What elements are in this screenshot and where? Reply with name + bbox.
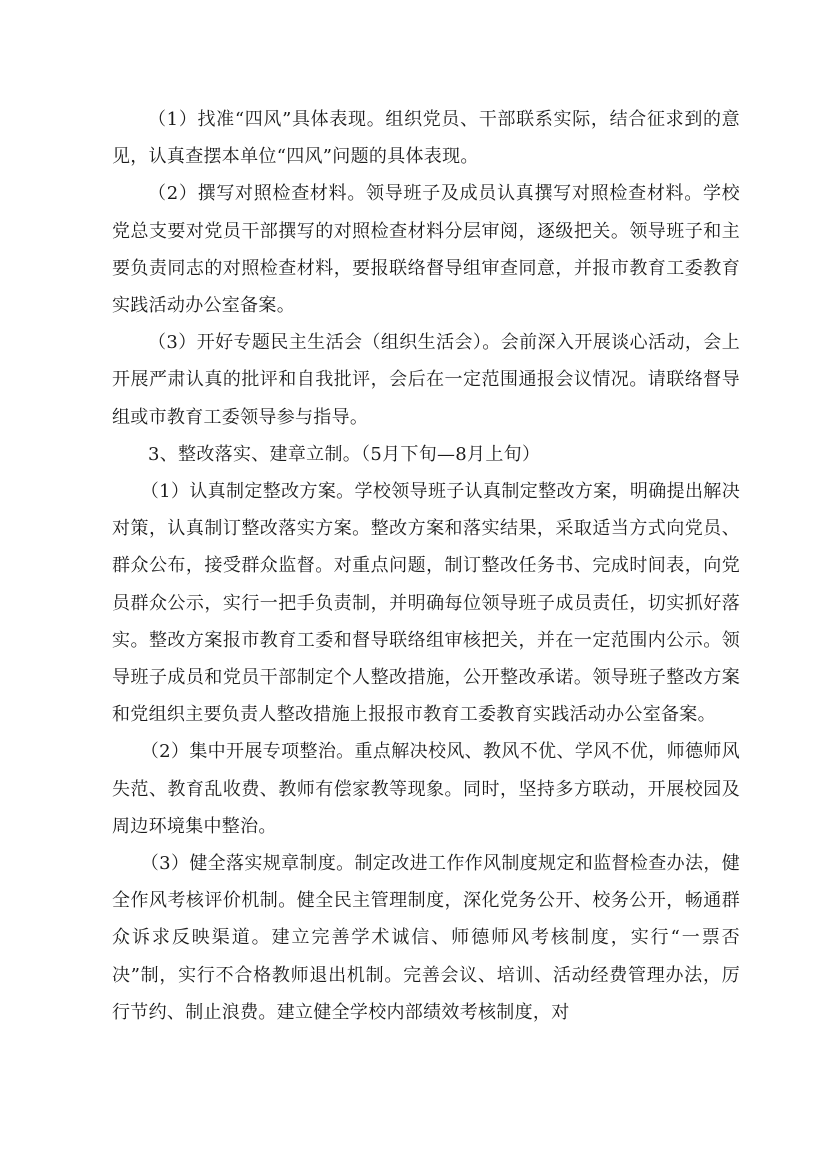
paragraph-democratic-life-meeting: （3）开好专题民主生活会（组织生活会）。会前深入开展谈心活动，会上开展严肃认真的批评和自我批评，会后在一定范围通报会议情况。请联络督导组或市教育工委领导参与指导。 — [112, 332, 740, 428]
paragraph-find-four-winds: （1）找准“四风”具体表现。组织党员、干部联系实际，结合征求到的意见，认真查摆本单位“四风”问题的具体表现。 — [112, 109, 740, 168]
paragraph-rectification-plan: （1）认真制定整改方案。学校领导班子认真制定整改方案，明确提出解决对策，认真制订整改落实方案。整改方案和落实结果，采取适当方式向党员、群众公布，接受群众监督。对重点问题，制订整改任务书、完成时间表，向党员群众公示，实行一把手负责制，并明确每位领导班子成员责任，切实抓好落实。整改方案报市教育工委和督导联络组审核把关，并在一定范围内公示。领导班子成员和党员干部制定个人整改措施，公开整改承诺。领导班子整改方案和党组织主要负责人整改措施上报报市教育工委教育实践活动办公室备案。 — [112, 481, 740, 726]
body-text — [112, 101, 740, 1031]
paragraph-special-rectification: （2）集中开展专项整治。重点解决校风、教风不优、学风不优，师德师风失范、教育乱收费、教师有偿家教等现象。同时，坚持多方联动，开展校园及周边环境集中整治。 — [112, 741, 740, 837]
paragraph-rules-and-regulations: （3）健全落实规章制度。制定改进工作作风制度规定和监督检查办法，健全作风考核评价机制。健全民主管理制度，深化党务公开、校务公开，畅通群众诉求反映渠道。建立完善学术诚信、师德师风考核制度，实行“一票否决”制，实行不合格教师退出机制。完善会议、培训、活动经费管理办法，厉行节约、制止浪费。建立健全学校内部绩效考核制度，对 — [112, 853, 740, 1023]
section-heading-rectification: 3、整改落实、建章立制。（5月下旬—8月上旬） — [148, 443, 541, 465]
paragraph-write-check-materials: （2）撰写对照检查材料。领导班子及成员认真撰写对照检查材料。学校党总支要对党员干部撰写的对照检查材料分层审阅，逐级把关。领导班子和主要负责同志的对照检查材料，要报联络督导组审查同意，并报市教育工委教育实践活动办公室备案。 — [112, 183, 740, 317]
